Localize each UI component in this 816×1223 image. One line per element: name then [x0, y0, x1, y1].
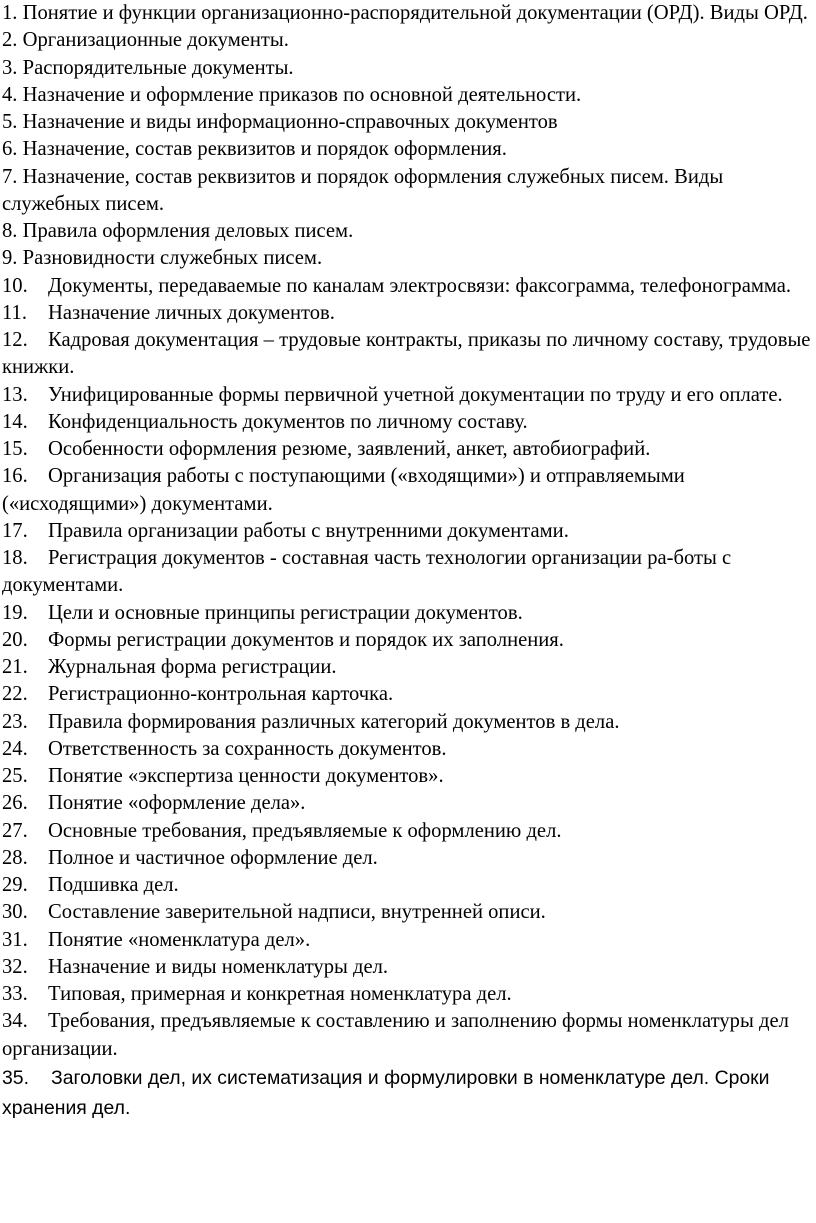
item-text: Составление заверительной надписи, внутренней описи.: [48, 901, 546, 924]
list-item: [2, 164, 812, 219]
item-number: 13.: [2, 383, 28, 406]
list-item: [2, 709, 812, 736]
list-item: [2, 436, 812, 463]
list-item: [2, 1063, 812, 1124]
list-item: [2, 899, 812, 926]
item-number: 20.: [2, 628, 28, 651]
list-item: [2, 736, 812, 763]
item-number: 1.: [2, 2, 18, 24]
item-text: Правила формирования различных категорий документов в дела.: [48, 710, 620, 733]
item-text: Разновидности служебных писем.: [22, 247, 323, 270]
list-item: [2, 790, 812, 817]
item-text: Распорядительные документы.: [22, 56, 294, 79]
item-number: 14.: [2, 410, 28, 433]
item-number: 24.: [2, 737, 28, 760]
item-text: Заголовки дел, их систематизация и формулировки в номенклатуре дел. Сроки хранения дел.: [2, 1066, 770, 1120]
item-text: Регистрация документов - составная часть технологии организации ра-боты с документами.: [2, 547, 732, 597]
item-text: Понятие «номенклатура дел».: [48, 928, 311, 951]
item-text: Документы, передаваемые по каналам электросвязи: факсограмма, телефонограмма.: [48, 274, 792, 297]
item-number: 12.: [2, 329, 28, 351]
list-item: [2, 818, 812, 845]
item-number: 3.: [2, 56, 18, 79]
list-item: [2, 981, 812, 1008]
item-text: Назначение личных документов.: [48, 301, 335, 324]
item-text: Ответственность за сохранность документов.: [48, 737, 447, 760]
list-item: [2, 463, 812, 518]
item-number: 6.: [2, 138, 18, 161]
item-text: Полное и частичное оформление дел.: [48, 846, 378, 869]
item-number: 4.: [2, 83, 18, 106]
list-item: [2, 245, 812, 272]
item-number: 15.: [2, 438, 28, 460]
list-item: [2, 927, 812, 954]
list-item: [2, 545, 812, 600]
item-number: 2.: [2, 29, 18, 52]
item-number: 18.: [2, 547, 28, 569]
item-number: 29.: [2, 874, 28, 896]
item-number: 28.: [2, 846, 28, 869]
item-text: Основные требования, предъявляемые к оформлению дел.: [48, 819, 562, 842]
list-item: [2, 409, 812, 436]
item-text: Формы регистрации документов и порядок их заполнения.: [48, 628, 564, 651]
item-number: 10.: [2, 274, 28, 297]
item-text: Унифицированные формы первичной учетной документации по труду и его оплате.: [48, 383, 783, 406]
list-item: [2, 82, 812, 109]
item-number: 30.: [2, 901, 28, 924]
list-item: [2, 518, 812, 545]
item-number: 22.: [2, 683, 28, 706]
item-number: 8.: [2, 220, 18, 242]
item-number: 33.: [2, 983, 28, 1005]
item-number: 23.: [2, 710, 28, 733]
list-item: [2, 382, 812, 409]
list-item: [2, 27, 812, 54]
item-text: Регистрационно-контрольная карточка.: [48, 683, 394, 706]
item-number: 27.: [2, 819, 28, 842]
item-text: Понятие «экспертиза ценности документов».: [48, 765, 444, 787]
item-text: Назначение, состав реквизитов и порядок оформления.: [22, 138, 507, 161]
item-text: Журнальная форма регистрации.: [48, 656, 337, 678]
list-item: [2, 55, 812, 82]
item-text: Правила оформления деловых писем.: [22, 220, 354, 242]
item-text: Кадровая документация – трудовые контракты, приказы по личному составу, трудовые книжки.: [2, 329, 811, 379]
list-item: [2, 954, 812, 981]
list-item: [2, 681, 812, 708]
item-text: Конфиденциальность документов по личному составу.: [48, 410, 528, 433]
list-item: [2, 0, 812, 27]
item-number: 11.: [2, 301, 27, 324]
item-number: 16.: [2, 465, 28, 488]
list-item: [2, 845, 812, 872]
item-text: Правила организации работы с внутренними документами.: [48, 519, 569, 542]
list-item: [2, 654, 812, 681]
item-text: Организация работы с поступающими («входящими») и отправляемыми («исходящими») документами.: [2, 465, 685, 515]
item-number: 5.: [2, 111, 18, 133]
item-number: 7.: [2, 165, 18, 188]
item-text: Назначение и оформление приказов по основной деятельности.: [22, 83, 582, 106]
item-number: 32.: [2, 955, 28, 978]
list-item: [2, 273, 812, 300]
item-number: 25.: [2, 765, 28, 787]
item-number: 17.: [2, 519, 28, 542]
item-text: Особенности оформления резюме, заявлений, анкет, автобиографий.: [48, 438, 651, 460]
item-number: 31.: [2, 928, 28, 951]
list-item: [2, 763, 812, 790]
list-item: [2, 136, 812, 163]
item-text: Назначение и виды номенклатуры дел.: [48, 955, 389, 978]
item-number: 19.: [2, 601, 28, 624]
list-item: [2, 327, 812, 382]
list-item: [2, 600, 812, 627]
item-text: Назначение и виды информационно-справочных документов: [22, 111, 558, 133]
item-number: 9.: [2, 247, 18, 270]
document-body: [2, 0, 812, 1124]
item-text: Типовая, примерная и конкретная номенклатура дел.: [48, 983, 512, 1005]
list-item: [2, 627, 812, 654]
item-text: Понятие и функции организационно-распорядительной документации (ОРД). Виды ОРД.: [22, 2, 808, 24]
item-number: 26.: [2, 792, 28, 815]
item-text: Подшивка дел.: [48, 874, 179, 896]
list-item: [2, 300, 812, 327]
item-number: 21.: [2, 656, 28, 678]
item-text: Организационные документы.: [22, 29, 289, 52]
list-item: [2, 109, 812, 136]
list-item: [2, 872, 812, 899]
list-item: [2, 218, 812, 245]
item-number: 34.: [2, 1010, 28, 1033]
item-text: Требования, предъявляемые к составлению и заполнению формы номенклатуры дел организации.: [2, 1010, 789, 1060]
item-text: Понятие «оформление дела».: [48, 792, 306, 815]
item-text: Цели и основные принципы регистрации документов.: [48, 601, 523, 624]
list-item: [2, 1008, 812, 1063]
item-number: 35.: [2, 1066, 29, 1089]
item-text: Назначение, состав реквизитов и порядок оформления служебных писем. Виды служебных писем.: [2, 165, 724, 215]
